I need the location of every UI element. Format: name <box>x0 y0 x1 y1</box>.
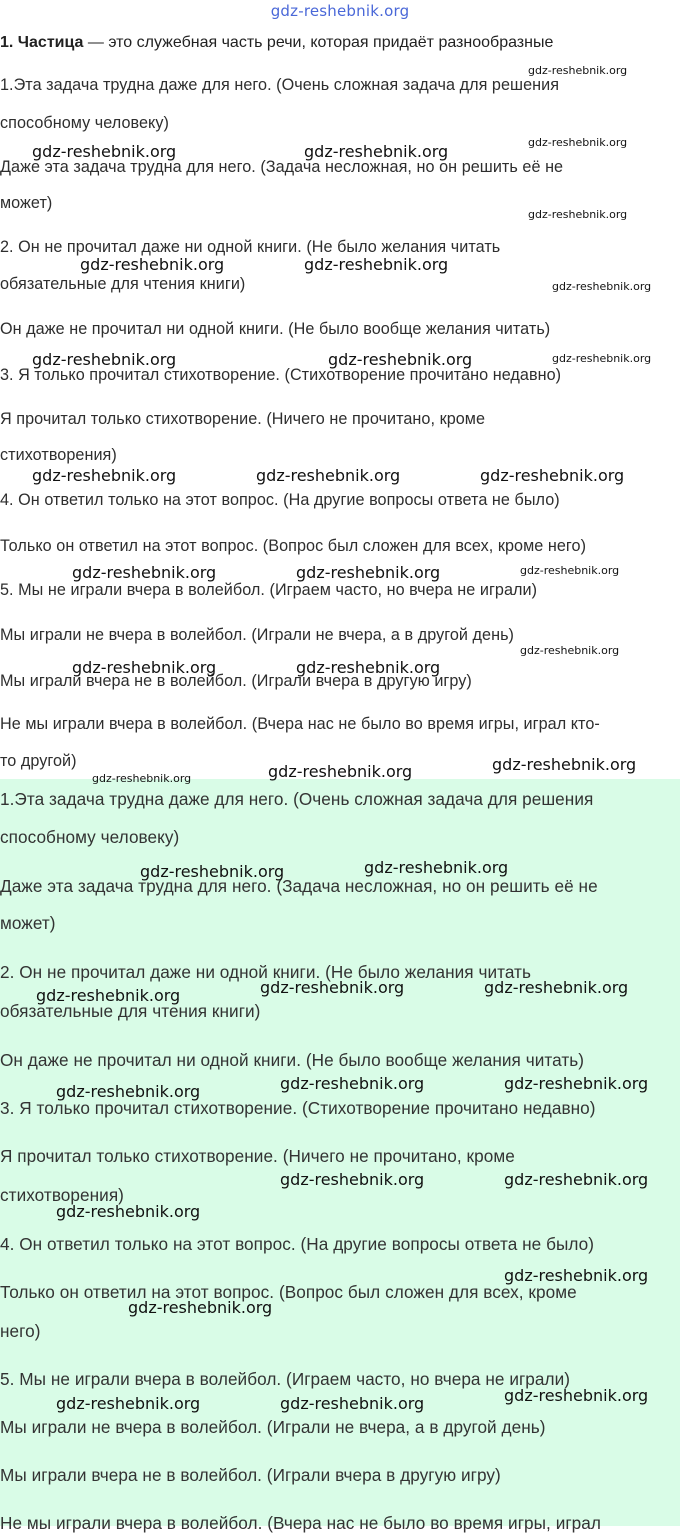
answer-line: него) <box>0 1321 41 1341</box>
answer-line: Он даже не прочитал ни одной книги. (Не было вообще желания читать) <box>0 1050 585 1070</box>
watermark: gdz-reshebnik.org <box>520 564 620 577</box>
watermark: gdz-reshebnik.org <box>56 1202 201 1221</box>
intro-term: 1. Частица <box>0 34 84 51</box>
answer-line: 2. Он не прочитал даже ни одной книги. (Не было желания читать <box>0 962 531 982</box>
watermark: gdz-reshebnik.org <box>520 644 620 657</box>
text-line: 1.Эта задача трудна даже для него. (Очень сложная задача для решения <box>0 76 560 94</box>
watermark: gdz-reshebnik.org <box>72 563 217 582</box>
watermark: gdz-reshebnik.org <box>504 1386 649 1405</box>
watermark: gdz-reshebnik.org <box>504 1170 649 1189</box>
text-line: Только он ответил на этот вопрос. (Вопрос был сложен для всех, кроме него) <box>0 537 587 555</box>
site-header-link[interactable]: gdz-reshebnik.org <box>270 2 410 20</box>
watermark: gdz-reshebnik.org <box>56 1394 201 1413</box>
text-line: то другой) <box>0 752 77 770</box>
answer-line: Даже эта задача трудна для него. (Задача несложная, но он решить её не <box>0 876 598 896</box>
watermark: gdz-reshebnik.org <box>256 466 401 485</box>
watermark: gdz-reshebnik.org <box>280 1074 425 1093</box>
watermark: gdz-reshebnik.org <box>504 1074 649 1093</box>
text-line: Даже эта задача трудна для него. (Задача несложная, но он решить её не <box>0 158 564 176</box>
watermark: gdz-reshebnik.org <box>260 978 405 997</box>
watermark: gdz-reshebnik.org <box>528 136 628 149</box>
text-line: Он даже не прочитал ни одной книги. (Не было вообще желания читать) <box>0 320 551 338</box>
text-line: Я прочитал только стихотворение. (Ничего не прочитано, кроме <box>0 410 486 428</box>
watermark: gdz-reshebnik.org <box>92 772 192 785</box>
watermark: gdz-reshebnik.org <box>268 762 413 781</box>
watermark: gdz-reshebnik.org <box>480 466 625 485</box>
answer-line: Мы играли не вчера в волейбол. (Играли не вчера, а в другой день) <box>0 1417 546 1437</box>
text-line: Мы играли не вчера в волейбол. (Играли не вчера, а в другой день) <box>0 626 514 644</box>
answer-line: 4. Он ответил только на этот вопрос. (На другие вопросы ответа не было) <box>0 1234 595 1254</box>
watermark: gdz-reshebnik.org <box>128 1298 273 1317</box>
answer-line: 3. Я только прочитал стихотворение. (Стихотворение прочитано недавно) <box>0 1098 596 1118</box>
text-line: 5. Мы не играли вчера в волейбол. (Играем часто, но вчера не играли) <box>0 581 538 599</box>
answer-line: Мы играли вчера не в волейбол. (Играли вчера в другую игру) <box>0 1465 501 1485</box>
text-line: Не мы играли вчера в волейбол. (Вчера нас не было во время игры, играл кто- <box>0 715 600 733</box>
watermark: gdz-reshebnik.org <box>296 658 441 677</box>
watermark: gdz-reshebnik.org <box>56 1082 201 1101</box>
watermark: gdz-reshebnik.org <box>328 350 473 369</box>
watermark: gdz-reshebnik.org <box>32 466 177 485</box>
text-line: обязательные для чтения книги) <box>0 275 246 293</box>
intro-definition <box>0 34 553 52</box>
watermark: gdz-reshebnik.org <box>528 208 628 221</box>
watermark: gdz-reshebnik.org <box>140 862 285 881</box>
answer-line: Я прочитал только стихотворение. (Ничего не прочитано, кроме <box>0 1146 515 1166</box>
watermark: gdz-reshebnik.org <box>280 1170 425 1189</box>
answer-line: 1.Эта задача трудна даже для него. (Очень сложная задача для решения <box>0 789 594 809</box>
text-line: может) <box>0 194 53 212</box>
text-line: способному человеку) <box>0 114 169 132</box>
watermark: gdz-reshebnik.org <box>552 280 652 293</box>
watermark: gdz-reshebnik.org <box>304 255 449 274</box>
watermark: gdz-reshebnik.org <box>32 350 177 369</box>
answer-line: способному человеку) <box>0 827 180 847</box>
text-line: 2. Он не прочитал даже ни одной книги. (Не было желания читать <box>0 238 501 256</box>
watermark: gdz-reshebnik.org <box>72 658 217 677</box>
text-line: Мы играли вчера не в волейбол. (Играли вчера в другую игру) <box>0 672 472 690</box>
watermark: gdz-reshebnik.org <box>528 64 628 77</box>
answer-line: Только он ответил на этот вопрос. (Вопрос был сложен для всех, кроме <box>0 1282 577 1302</box>
watermark: gdz-reshebnik.org <box>552 352 652 365</box>
watermark: gdz-reshebnik.org <box>36 986 181 1005</box>
text-line: 4. Он ответил только на этот вопрос. (На другие вопросы ответа не было) <box>0 491 560 509</box>
watermark: gdz-reshebnik.org <box>304 142 449 161</box>
watermark: gdz-reshebnik.org <box>484 978 629 997</box>
answer-line: обязательные для чтения книги) <box>0 1001 261 1021</box>
answer-line: 5. Мы не играли вчера в волейбол. (Играем часто, но вчера не играли) <box>0 1369 571 1389</box>
answer-line: Не мы играли вчера в волейбол. (Вчера нас не было во время игры, играл <box>0 1513 601 1533</box>
watermark: gdz-reshebnik.org <box>364 858 509 877</box>
watermark: gdz-reshebnik.org <box>32 142 177 161</box>
text-line: стихотворения) <box>0 446 117 464</box>
intro-definition-text: — это служебная часть речи, которая придаёт разнообразные <box>83 34 554 51</box>
answer-line: может) <box>0 913 56 933</box>
watermark: gdz-reshebnik.org <box>80 255 225 274</box>
watermark: gdz-reshebnik.org <box>280 1394 425 1413</box>
watermark: gdz-reshebnik.org <box>296 563 441 582</box>
watermark: gdz-reshebnik.org <box>504 1266 649 1285</box>
answer-box <box>0 779 680 1533</box>
watermark: gdz-reshebnik.org <box>492 755 637 774</box>
answer-line: стихотворения) <box>0 1185 124 1205</box>
text-line: 3. Я только прочитал стихотворение. (Стихотворение прочитано недавно) <box>0 366 562 384</box>
